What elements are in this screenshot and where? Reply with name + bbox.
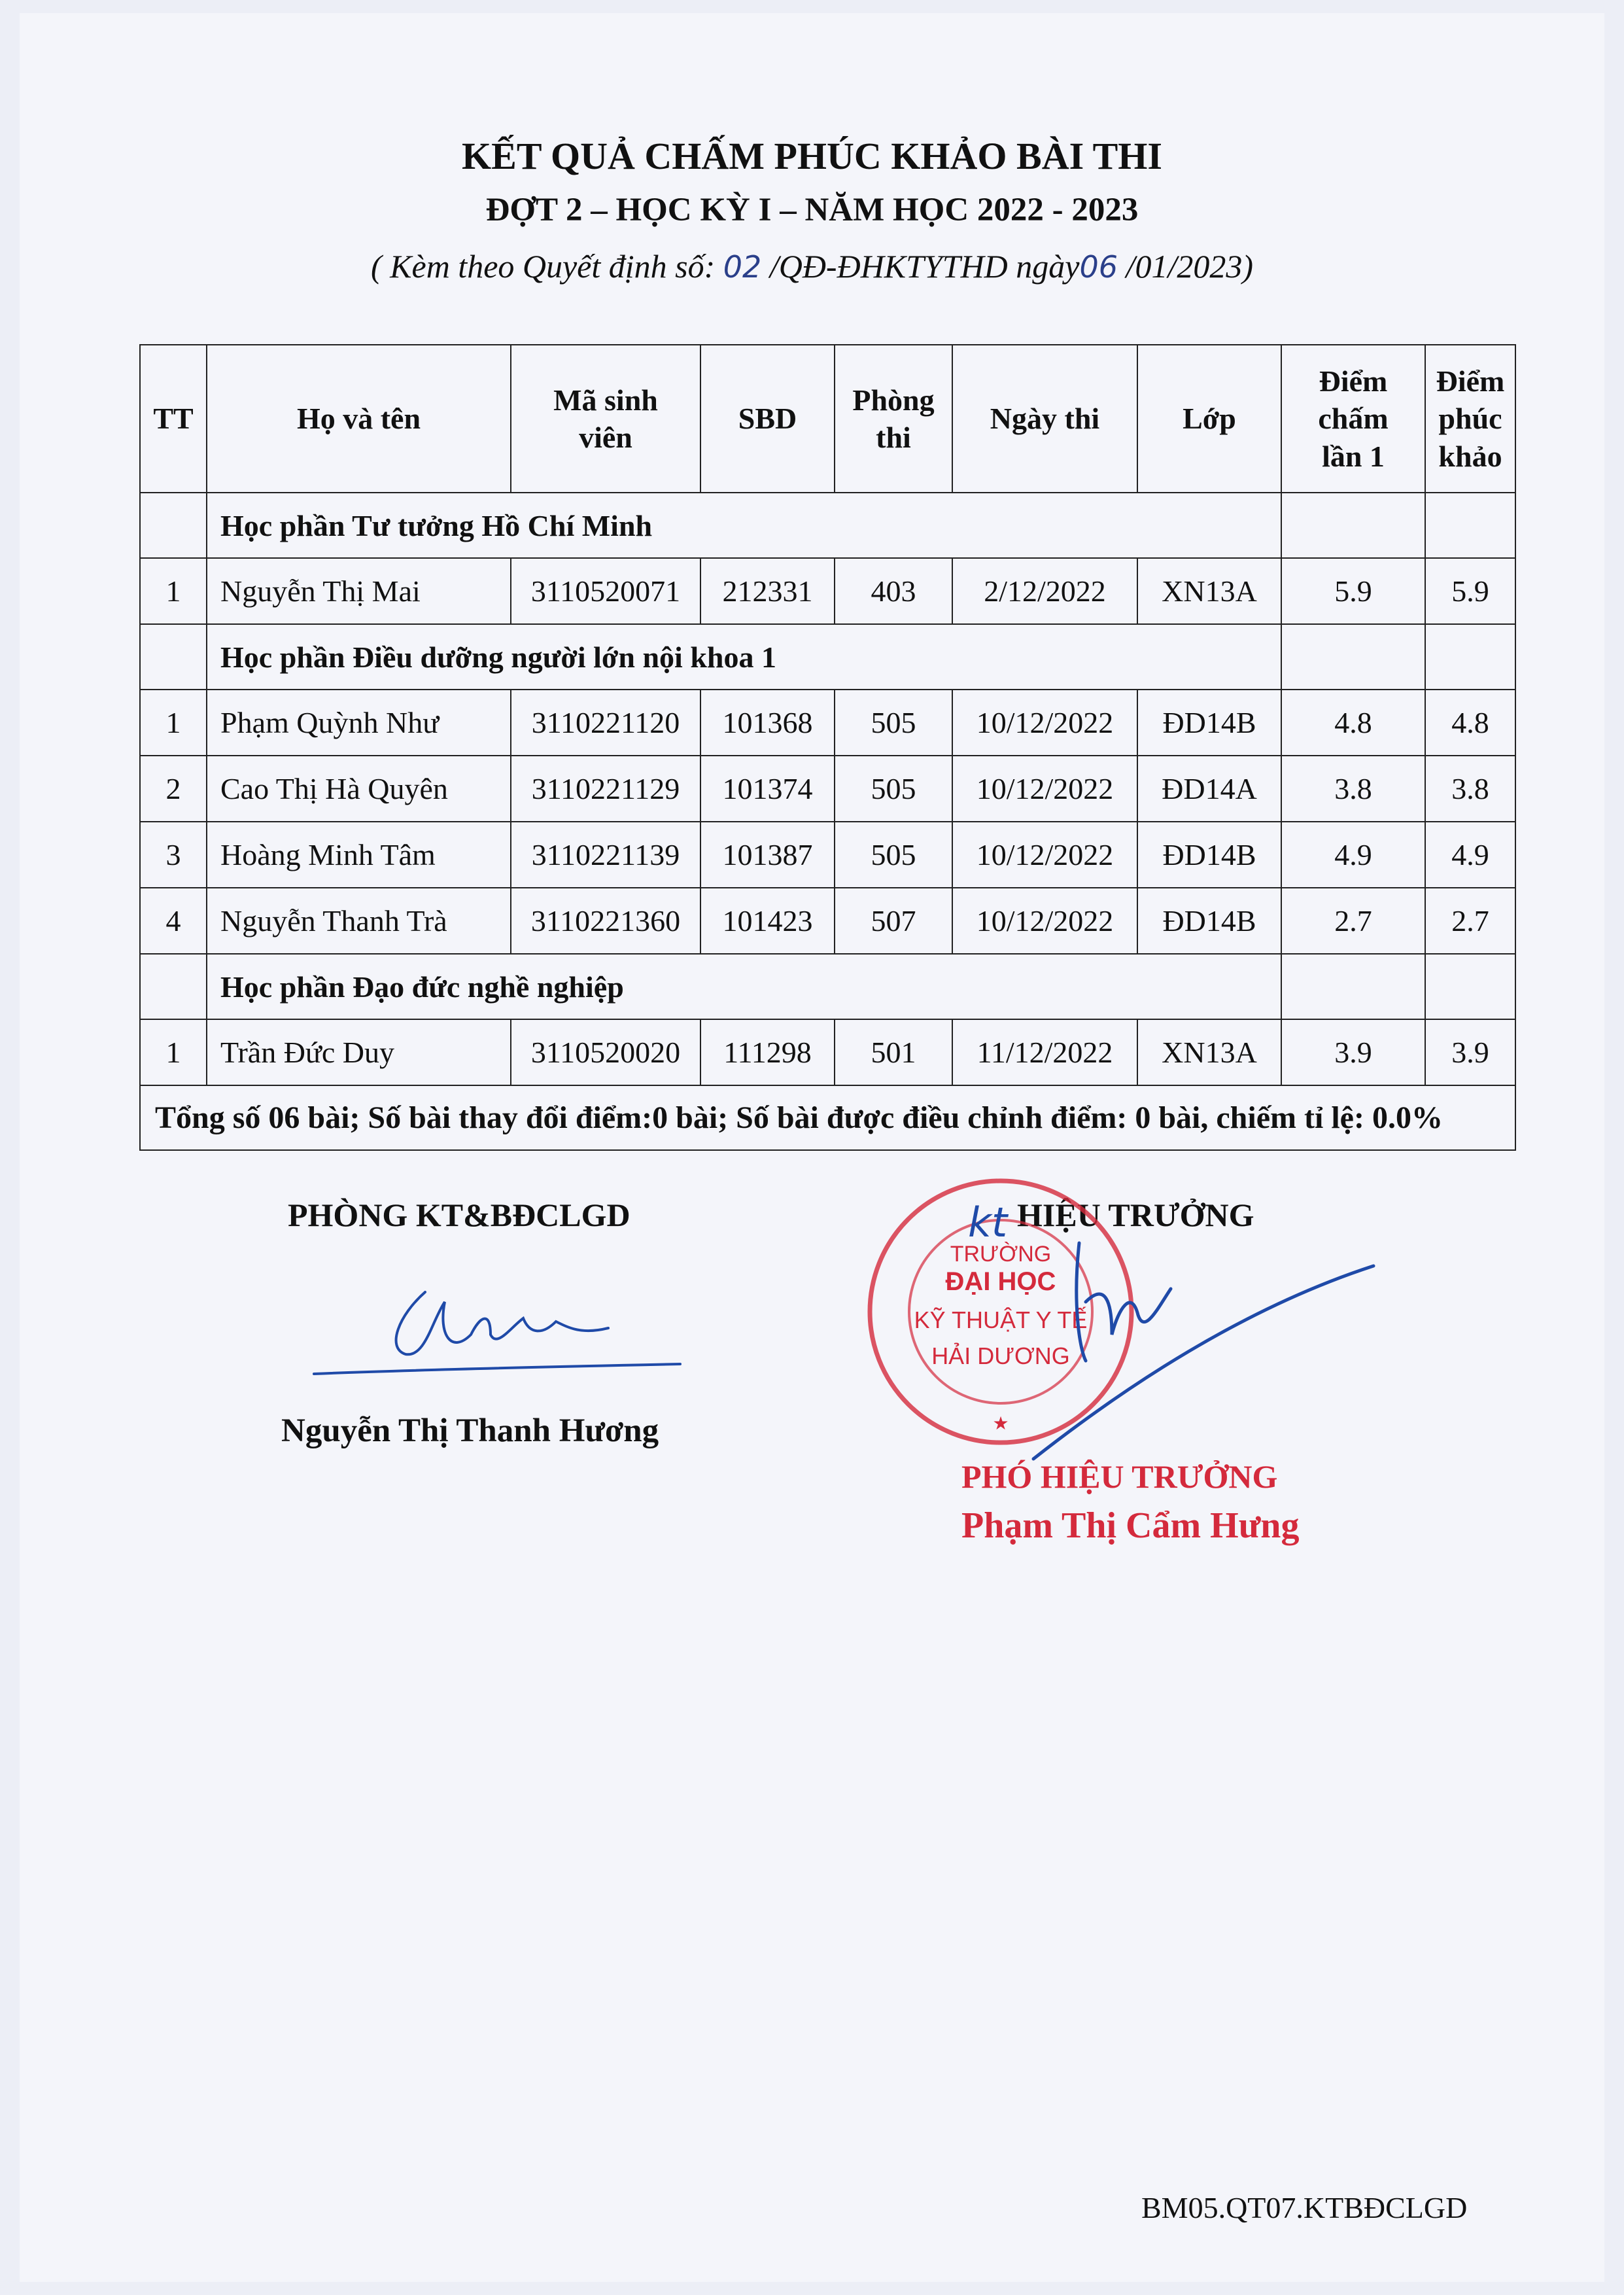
col-student-id: Mã sinh viên: [511, 345, 700, 493]
table-row: 2 Cao Thị Hà Quyên 3110221129 101374 505 10/12/2022 ĐD14A 3.8 3.8: [140, 756, 1515, 822]
right-signatory-title: HIỆU TRƯỞNG: [1017, 1197, 1254, 1233]
ref-suffix: /01/2023): [1118, 248, 1253, 285]
col-date: Ngày thi: [952, 345, 1137, 493]
col-score2: Điểm phúc khảo: [1425, 345, 1515, 493]
form-code: BM05.QT07.KTBĐCLGD: [1141, 2191, 1468, 2224]
table-row: 1 Phạm Quỳnh Như 3110221120 101368 505 10/12/2022 ĐD14B 4.8 4.8: [140, 690, 1515, 756]
ref-prefix: ( Kèm theo Quyết định số:: [371, 248, 723, 285]
left-signature-icon: [314, 1292, 680, 1374]
group-label: Học phần Điều dưỡng người lớn nội khoa 1: [207, 624, 1281, 690]
group-label: Học phần Đạo đức nghề nghiệp: [207, 954, 1281, 1019]
table-row: 3 Hoàng Minh Tâm 3110221139 101387 505 10/12/2022 ĐD14B 4.9 4.9: [140, 822, 1515, 888]
stamp-text-1: TRƯỜNG: [950, 1242, 1052, 1267]
stamp-text-4: HẢI DƯƠNG: [931, 1342, 1070, 1369]
table-row: 1 Trần Đức Duy 3110520020 111298 501 11/12/2022 XN13A 3.9 3.9: [140, 1019, 1515, 1085]
col-score1: Điểm chấm lần 1: [1281, 345, 1425, 493]
right-signatory-name: Phạm Thị Cẩm Hưng: [961, 1505, 1300, 1546]
kt-initials: kt: [968, 1199, 1008, 1246]
col-name: Họ và tên: [207, 345, 511, 493]
stamp-text-3: KỸ THUẬT Y TẾ: [914, 1306, 1088, 1333]
col-class: Lớp: [1137, 345, 1281, 493]
col-tt: TT: [140, 345, 207, 493]
ref-middle: /QĐ-ĐHKTYTHD ngày: [761, 248, 1080, 285]
left-signatory-name: Nguyễn Thị Thanh Hương: [281, 1412, 659, 1449]
col-room: Phòng thi: [835, 345, 952, 493]
col-sbd: SBD: [700, 345, 835, 493]
left-signatory-title: PHÒNG KT&BĐCLGD: [288, 1197, 631, 1233]
ref-number-handwritten: 02: [723, 249, 762, 285]
svg-text:★: ★: [992, 1412, 1009, 1434]
ref-day-handwritten: 06: [1079, 249, 1118, 285]
total-summary: Tổng số 06 bài; Số bài thay đổi điểm:0 bài; Số bài được điều chỉnh điểm: 0 bài, chiếm tỉ lệ: 0.0%: [140, 1085, 1515, 1150]
stamp-text-2: ĐẠI HỌC: [945, 1267, 1056, 1296]
table-row: 4 Nguyễn Thanh Trà 3110221360 101423 507 10/12/2022 ĐD14B 2.7 2.7: [140, 888, 1515, 954]
document-subtitle: ĐỢT 2 – HỌC KỲ I – NĂM HỌC 2022 - 2023: [485, 192, 1139, 228]
document-title: KẾT QUẢ CHẤM PHÚC KHẢO BÀI THI: [462, 135, 1162, 177]
group-label: Học phần Tư tưởng Hồ Chí Minh: [207, 493, 1281, 558]
right-signatory-role: PHÓ HIỆU TRƯỞNG: [961, 1458, 1278, 1495]
table-row: 1 Nguyễn Thị Mai 3110520071 212331 403 2/12/2022 XN13A 5.9 5.9: [140, 558, 1515, 624]
